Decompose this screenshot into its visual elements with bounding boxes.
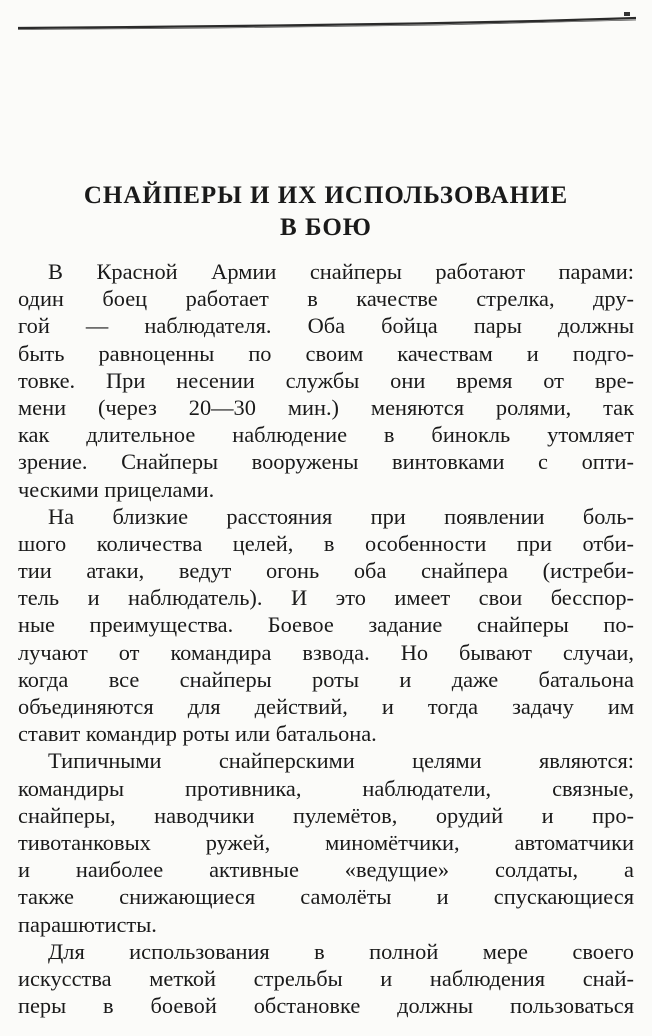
text-line: один боец работает в качестве стрелка, дру- xyxy=(18,286,634,312)
text-line: тивотанковых ружей, миномётчики, автоматчики xyxy=(18,829,634,855)
text-line: перы в боевой обстановке должны пользоваться xyxy=(18,993,634,1019)
text-line: парашютисты. xyxy=(18,911,157,937)
text-line: объединяются для действий, и тогда задачу им xyxy=(18,694,634,719)
chapter-heading xyxy=(0,180,652,244)
chapter-heading-line-2: В БОЮ xyxy=(280,214,372,241)
top-rule-line xyxy=(18,12,636,32)
text-line: гой — наблюдателя. Оба бойца пары должны xyxy=(18,313,634,339)
text-line: шого количества целей, в особенности при отби- xyxy=(18,530,634,556)
text-line: Для использования в полной мере своего xyxy=(48,938,634,964)
body-text xyxy=(18,258,634,1019)
text-line: зрение. Снайперы вооружены винтовками с опти- xyxy=(18,449,634,475)
text-line: и наиболее активные «ведущие» солдаты, а xyxy=(18,857,634,883)
text-line: мени (через 20—30 мин.) меняются ролями, так xyxy=(18,394,634,420)
text-line: На близкие расстояния при появлении боль- xyxy=(48,503,634,529)
text-line: ставит командир роты или батальона. xyxy=(18,721,377,747)
text-line: снайперы, наводчики пулемётов, орудий и про- xyxy=(18,802,634,828)
text-line: искусства меткой стрельбы и наблюдения снай- xyxy=(18,965,634,991)
text-line: ческими прицелами. xyxy=(18,476,215,502)
text-line: тель и наблюдатель). И это имеет свои бесспор- xyxy=(18,585,634,611)
text-line: ные преимущества. Боевое задание снайперы по- xyxy=(18,612,634,638)
text-line: товке. При несении службы они время от вре- xyxy=(18,367,634,393)
text-line: быть равноценны по своим качествам и подго- xyxy=(18,340,634,366)
text-line: тии атаки, ведут огонь оба снайпера (истреби- xyxy=(18,558,634,584)
text-line: Типичными снайперскими целями являются: xyxy=(48,748,634,774)
text-line: как длительное наблюдение в бинокль утомляет xyxy=(18,422,634,448)
text-line: также снижающиеся самолёты и спускающиеся xyxy=(18,884,634,910)
text-line: командиры противника, наблюдатели, связные, xyxy=(18,775,634,801)
text-line: В Красной Армии снайперы работают парами: xyxy=(48,259,634,284)
chapter-heading-line-1: СНАЙПЕРЫ И ИХ ИСПОЛЬЗОВАНИЕ xyxy=(83,182,569,209)
text-line: лучают от командира взвода. Но бывают случаи, xyxy=(18,639,634,665)
text-line: когда все снайперы роты и даже батальона xyxy=(18,666,634,692)
